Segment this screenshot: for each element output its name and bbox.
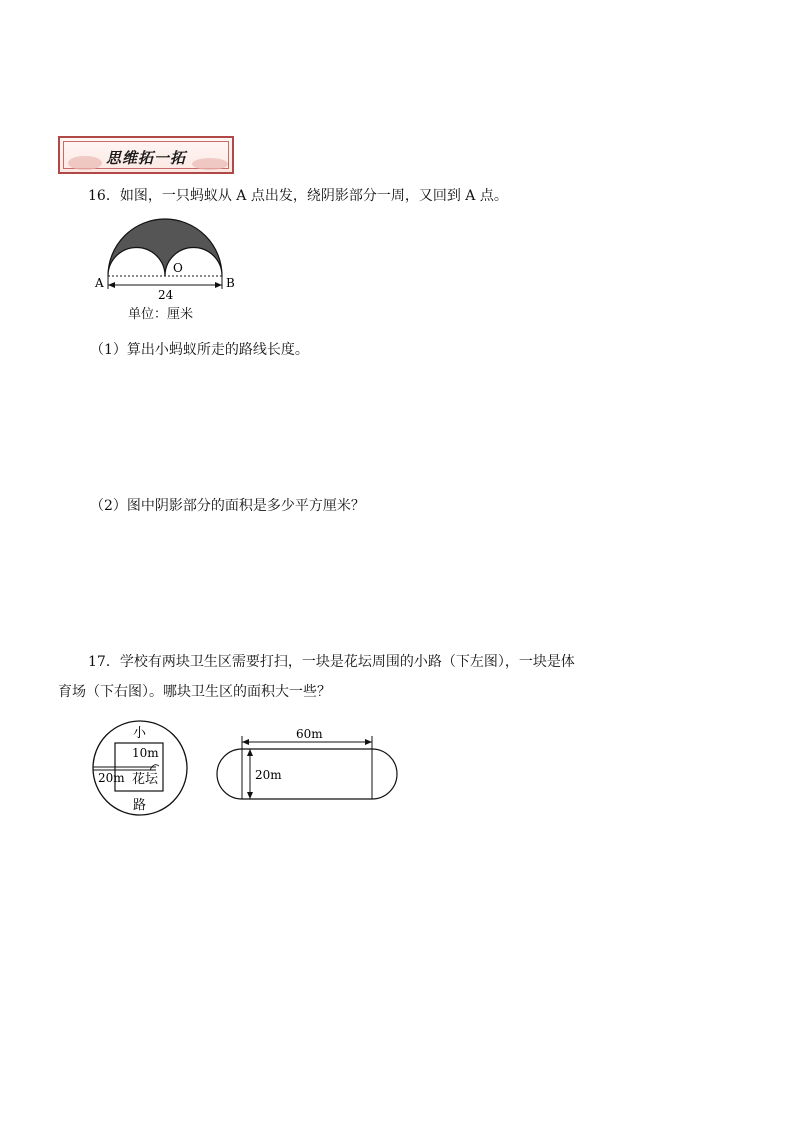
q17-right-figure <box>214 722 400 804</box>
q16-figure <box>90 212 240 304</box>
label-b: B <box>226 276 235 290</box>
q17-left-figure <box>88 716 198 820</box>
q17-stem-line2: 育场（下右图）。哪块卫生区的面积大一些？ <box>58 684 331 700</box>
arrow-right <box>215 282 222 288</box>
section-title: 思维拓一拓 <box>105 149 186 167</box>
arrow-w-left <box>242 739 249 745</box>
inner-length: 10m <box>132 746 159 760</box>
q17-stem-line1: 17．学校有两块卫生区需要打扫，一块是花坛周围的小路（下左图），一块是体 <box>88 654 575 670</box>
arrow-left <box>108 282 115 288</box>
arrow-h-top <box>247 749 253 756</box>
arrow-w-right <box>365 739 372 745</box>
stadium-outline <box>217 749 397 799</box>
arrow-h-bottom <box>247 792 253 799</box>
center-text: 花坛 <box>132 772 159 787</box>
q16-stem: 16．如图，一只蚂蚁从 A 点出发，绕阴影部分一周，又回到 A 点。 <box>88 188 508 204</box>
outer-length: 20m <box>98 771 125 785</box>
q16-sub1: （1）算出小蚂蚁所走的路线长度。 <box>90 342 309 358</box>
bottom-char: 路 <box>133 798 147 813</box>
label-a: A <box>95 276 104 290</box>
length-label: 24 <box>158 288 174 302</box>
width-label: 60m <box>296 727 323 741</box>
label-o: O <box>173 261 183 275</box>
top-char: 小 <box>133 726 147 741</box>
shaded-region <box>108 219 222 276</box>
section-banner <box>58 136 234 174</box>
q16-sub2: （2）图中阴影部分的面积是多少平方厘米？ <box>90 498 365 514</box>
height-label: 20m <box>255 768 282 782</box>
q16-unit: 单位：厘米 <box>128 307 194 322</box>
